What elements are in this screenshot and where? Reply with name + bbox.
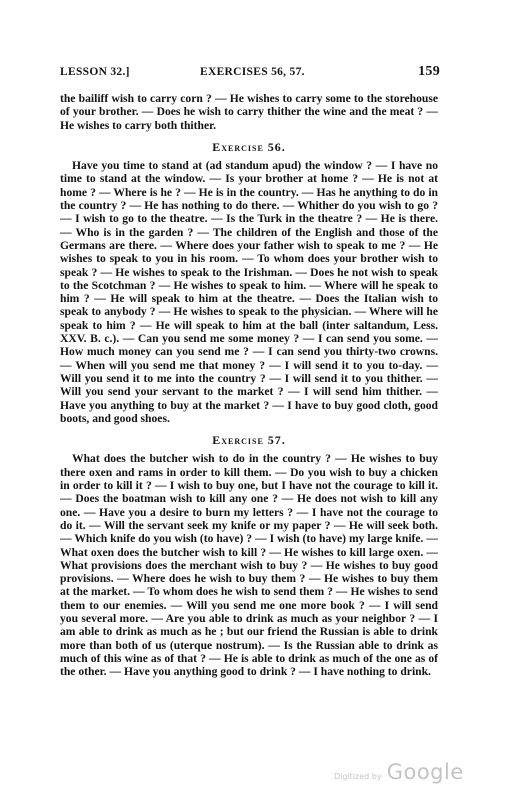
page-number: 159	[418, 64, 440, 79]
google-logo: Google	[386, 760, 464, 784]
exercise-57-title: Exercise 57.	[212, 433, 286, 448]
exercise-56-title: Exercise 56.	[212, 139, 286, 154]
exercises-heading: EXERCISES 56, 57.	[200, 66, 305, 78]
page-body	[60, 92, 438, 678]
page-header	[60, 64, 440, 80]
google-watermark	[334, 760, 464, 784]
intro-paragraph: the bailiff wish to carry corn ? — He wishes to carry some to the storehouse of your brother. — Does he wish to carry thither the wine and the meat ? — He wishes to carry both thither.	[60, 92, 438, 132]
digitized-by-label: Digitized by	[334, 772, 382, 781]
exercise-57-text: What does the butcher wish to do in the country ? — He wishes to buy there oxen and rams in order to kill them. — Do you wish to buy a chicken in order to kill it ? — I wish to buy one, but I have not the courage to kill it. — Does the boatman wish to kill any one ? — He does not wish to kill any one. — Have you a desire to burn my letters ? — I have not the courage to do it. — Will the servant seek my knife or my paper ? — He will seek both. — Which knife do you wish (to have) ? — I wish (to have) my large knife. — What oxen does the butcher wish to kill ? — He wishes to kill large oxen. — What provisions does the merchant wish to buy ? — He wishes to buy good provisions. — Where does he wish to buy them ? — He wishes to buy them at the market. — To whom does he wish to send them ? — He wishes to send them to our enemies. — Will you send me one more book ? — I will send you several more. — Are you able to drink as much as your neighbor ? — I am able to drink as much as he ; but our friend the Russian is able to drink more than both of us (uterque nostrum). — Is the Russian able to drink as much of this wine as of that ? — He is able to drink as much of the one as of the other. — Have you anything good to drink ? — I have nothing to drink.	[60, 452, 438, 679]
exercise-56-text: Have you time to stand at (ad standum apud) the window ? — I have no time to stand at the window. — Is your brother at home ? — He is not at home ? — Where is he ? — He is in the country. — Has he anything to do in the country ? — He has nothing to do there. — Whither do you wish to go ? — I wish to go to the theatre. — Is the Turk in the theatre ? — He is there. — Who is in the garden ? — The children of the English and those of the Germans are there. — Where does your father wish to speak to me ? — He wishes to speak to you in his room. — To whom does your brother wish to speak ? — He wishes to speak to the Irishman. — Does he not wish to speak to the Scotchman ? — He wishes to speak to him. — Where will he speak to him ? — He will speak to him at the theatre. — Does the Italian wish to speak to anybody ? — He wishes to speak to the physician. — Where will he speak to him ? — He will speak to him at the ball (inter saltandum, Less. XXV. B. c.). — Can you send me some money ? — I can send you some. — How much money can you send me ? — I can send you thirty-two crowns. — When will you send me that money ? — I will send it to you to-day. — Will you send it to me into the country ? — I will send it to you thither. — Will you send your servant to the market ? — I will send him thither. — Have you anything to buy at the market ? — I have to buy good cloth, good boots, and good shoes.	[60, 159, 438, 425]
lesson-label: LESSON 32.]	[60, 66, 130, 78]
